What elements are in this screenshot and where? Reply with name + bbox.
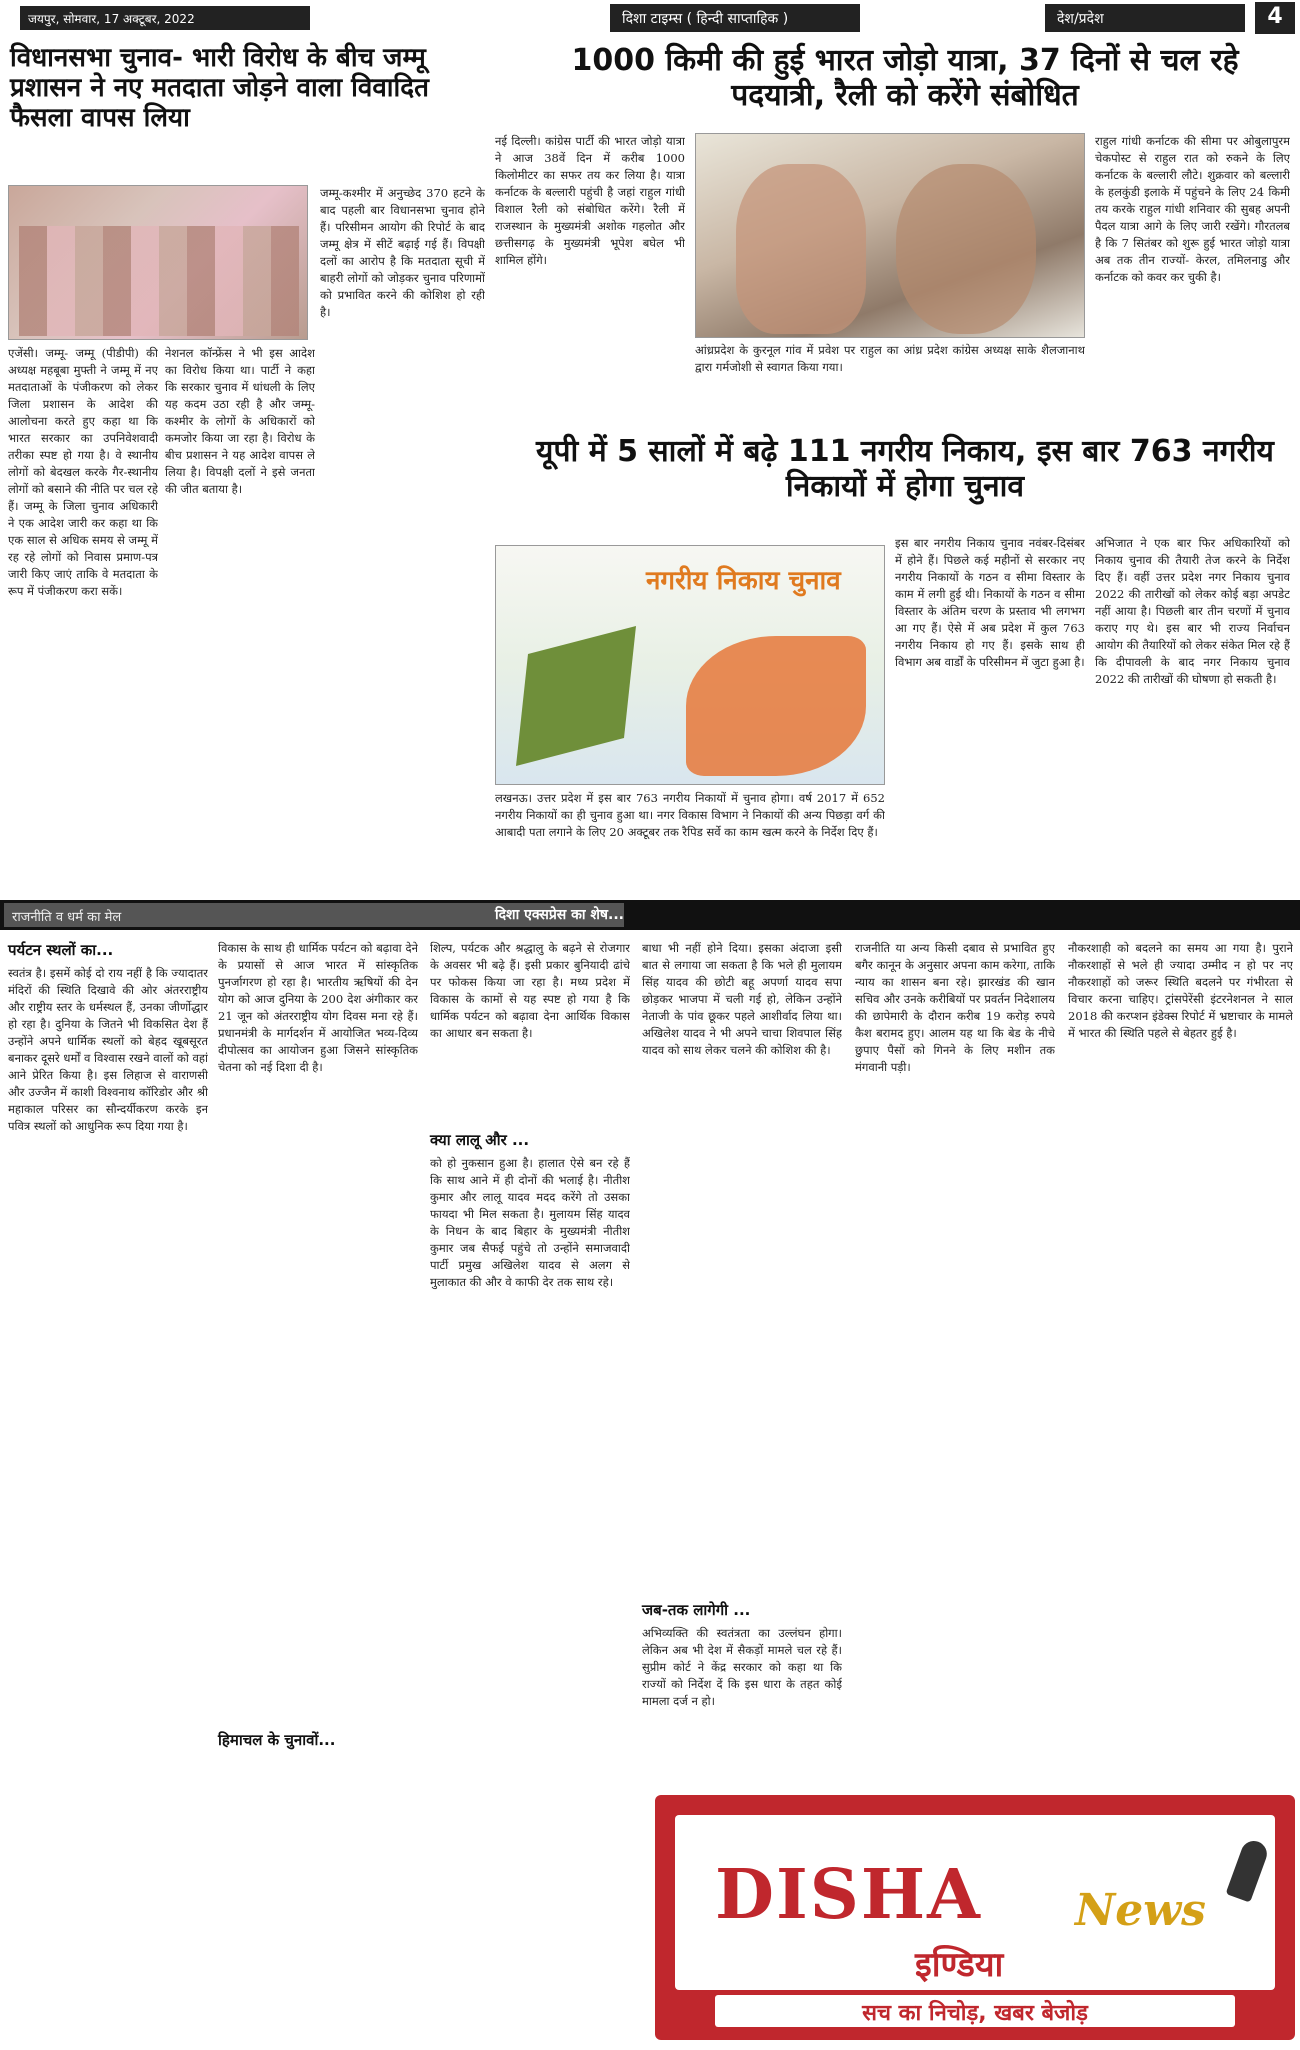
bottom-col4: बाधा भी नहीं होने दिया। इसका अंदाजा इसी बात से लगाया जा सकता है कि भले ही मुलायम सिंह यादव की छोटी बहू अपर्णा यादव सपा छोड़कर भाजपा में चली गई हो, लेकिन उन्होंने नेताजी के पांव छूकर पहले आशीर्वाद लिया था। अखिलेश यादव ने भी अपने चाचा शिवपाल सिंह यादव को साथ लेकर चलने की कोशिश की है। bbox=[642, 941, 842, 1058]
story1-col2: नेशनल कॉन्फ्रेंस ने भी इस आदेश का विरोध किया था। पार्टी ने कहा कि सरकार चुनाव में धांधली के लिए यह कदम उठा रही है और जम्मू-कश्मीर के लोगों के अधिकारों को कमजोर किया जा रहा है। विरोध के बीच प्रशासन ने यह आदेश वापस ले लिया है। विपक्षी दलों ने इसे जनता की जीत बताया है। bbox=[165, 346, 315, 497]
page-number: 4 bbox=[1255, 2, 1295, 34]
photo-label: नगरीय निकाय चुनाव bbox=[646, 566, 841, 596]
continued-banner bbox=[0, 900, 1300, 930]
bottom-col2-head: हिमाचल के चुनावों... bbox=[218, 1731, 336, 1749]
ballot-box-image bbox=[516, 626, 636, 766]
banner-mid-text: दिशा एक्सप्रेस का शेष... bbox=[495, 907, 624, 923]
hand-image bbox=[686, 636, 866, 776]
newspaper-name: दिशा टाइम्स ( हिन्दी साप्ताहिक ) bbox=[610, 4, 860, 32]
date-line: जयपुर, सोमवार, 17 अक्टूबर, 2022 bbox=[20, 6, 310, 30]
ad-india: इण्डिया bbox=[915, 1945, 1004, 1985]
girl-image bbox=[736, 164, 866, 334]
bottom-col5: राजनीति या अन्य किसी दबाव से प्रभावित हुए बगैर कानून के अनुसार अपना काम करेगा, ताकि न्याय का शासन बना रहे। झारखंड की खान सचिव और उनके करीबियों पर प्रवर्तन निदेशालय की छापेमारी के दौरान करीब 19 करोड़ रुपये कैश बरामद हुए। आलम यह था कि बेड के नीचे छुपाए पैसों को गिनने के लिए मशीन तक मंगवानी पड़ी। bbox=[855, 941, 1055, 1075]
story2-col1: नई दिल्ली। कांग्रेस पार्टी की भारत जोड़ो यात्रा ने आज 38वें दिन में करीब 1000 किलोमीटर का सफर तय कर लिया है। यात्रा कर्नाटक के बल्लारी पहुंची है जहां राहुल गांधी विशाल रैली को संबोधित करेंगे। रैली में राजस्थान के मुख्यमंत्री अशोक गहलोत और छत्तीसगढ़ के मुख्यमंत्री भूपेश बघेल भी शामिल होंगे। bbox=[495, 134, 685, 268]
story1-photo bbox=[8, 185, 308, 340]
section-name: देश/प्रदेश bbox=[1045, 4, 1245, 32]
story1-col3: जम्मू-कश्मीर में अनुच्छेद 370 हटने के बाद पहली बार विधानसभा चुनाव होने हैं। परिसीमन आयोग की रिपोर्ट के बाद जम्मू क्षेत्र में सीटें बढ़ाई गई हैं। विपक्षी दलों का आरोप है कि मतदाता सूची में बाहरी लोगों को जोड़कर चुनाव परिणामों को प्रभावित करने की कोशिश हो रही है। bbox=[320, 186, 485, 320]
bottom-col4b: अभिव्यक्ति की स्वतंत्रता का उल्लंघन होगा। लेकिन अब भी देश में सैकड़ों मामले चल रहे हैं। सुप्रीम कोर्ट ने केंद्र सरकार को कहा था कि राज्यों को निर्देश दें कि इस धारा के तहत कोई मामला दर्ज न हो। bbox=[642, 1626, 842, 1709]
story3-headline: यूपी में 5 सालों में बढ़े 111 नगरीय निकाय, इस बार 763 नगरीय निकायों में होगा चुनाव bbox=[536, 434, 1274, 504]
story1-col1: एजेंसी। जम्मू- जम्मू (पीडीपी) की अध्यक्ष महबूबा मुफ्ती ने जम्मू में नए मतदाताओं के पंजीकरण को लेकर जिला प्रशासन के आदेश की आलोचना करते हुए कहा था कि भारत सरकार का उपनिवेशवादी तरीका स्पष्ट हो गया है। वे स्थानीय लोगों को बेदखल करके गैर-स्थानीय लोगों को बसाने की नीति पर चल रहे हैं। जम्मू के जिला चुनाव अधिकारी ने एक आदेश जारी कर कहा था कि एक साल से अधिक समय से जम्मू में रह रहे लोगों को निवास प्रमाण-पत्र जारी किए जाएं ताकि वे मतदाता के रूप में पंजीकरण करा सकें। bbox=[8, 346, 158, 599]
rahul-image bbox=[896, 164, 1036, 334]
bottom-col4-head: जब-तक लागेगी ... bbox=[642, 1601, 751, 1619]
story3-col1: लखनऊ। उत्तर प्रदेश में इस बार 763 नगरीय निकायों में चुनाव होगा। वर्ष 2017 में 652 नगरीय निकायों का ही चुनाव हुआ था। नगर विकास विभाग ने निकायों की अन्य पिछड़ा वर्ग की आबादी पता लगाने के लिए 20 अक्टूबर तक रैपिड सर्वे का काम खत्म करने के निर्देश दिए हैं। bbox=[495, 791, 885, 840]
bottom-col2: विकास के साथ ही धार्मिक पर्यटन को बढ़ावा देने के प्रयासों से आज भारत में सांस्कृतिक पुनर्जागरण हो रहा है। भारतीय ऋषियों की देन योग को आज दुनिया के 200 देश अंगीकार कर 21 जून को अंतरराष्ट्रीय योग दिवस मना रहे हैं। प्रधानमंत्री के मार्गदर्शन में आयोजित भव्य-दिव्य दीपोत्सव का आयोजन हुआ जिसने सांस्कृतिक चेतना को नई दिशा दी है। bbox=[218, 941, 418, 1075]
ad-tagline: सच का निचोड़, खबर बेजोड़ bbox=[715, 1995, 1235, 2027]
story2-col2: राहुल गांधी कर्नाटक की सीमा पर ओबुलापुरम चेकपोस्ट से राहुल रात को रुकने के लिए कर्नाटक के बल्लारी लौटे। शुक्रवार को बल्लारी के हलकुंडी इलाके में पहुंचने के लिए 24 किमी तय करके राहुल गांधी शनिवार की सुबह अपनी पैदल यात्रा आगे के लिए जारी रखेंगे। गौरतलब है कि 7 सितंबर को शुरू हुई भारत जोड़ो यात्रा अब तक तीन राज्यों- केरल, तमिलनाडु और कर्नाटक को कवर कर चुकी है। bbox=[1095, 134, 1290, 285]
disha-news-ad bbox=[655, 1795, 1295, 2040]
ad-brand: DISHA bbox=[715, 1855, 982, 1935]
bottom-col6: नौकरशाही को बदलने का समय आ गया है। पुराने नौकरशाहों से भले ही ज्यादा उम्मीद न हो पर नए नौकरशाहों को जरूर स्थिति बदलने पर गंभीरता से विचार करना चाहिए। ट्रांसपेरेंसी इंटरनेशनल ने साल 2018 की करप्शन इंडेक्स रिपोर्ट में भ्रष्टाचार के मामले में भारत की स्थिति पहले से बेहतर हुई है। bbox=[1068, 941, 1293, 1041]
story2-headline: 1000 किमी की हुई भारत जोड़ो यात्रा, 37 दिनों से चल रहे पदयात्री, रैली को करेंगे संबोधित bbox=[571, 43, 1239, 113]
story1-headline: विधानसभा चुनाव- भारी विरोध के बीच जम्मू प्रशासन ने नए मतदाता जोड़ने वाला विवादित फैसला वापस लिया bbox=[10, 43, 429, 133]
bottom-col3b: को हो नुकसान हुआ है। हालात ऐसे बन रहे हैं कि साथ आने में ही दोनों की भलाई है। नीतीश कुमार और लालू यादव मदद करेंगे तो उसका फायदा भी मिल सकता है। मुलायम सिंह यादव के निधन के बाद बिहार के मुख्यमंत्री नीतीश कुमार जब सैफई पहुंचे तो उन्होंने समाजवादी पार्टी प्रमुख अखिलेश यादव से अलग से मुलाकात की और वे काफी देर तक साथ रहे। bbox=[430, 1156, 630, 1290]
story3-photo bbox=[495, 545, 885, 785]
ad-logo-panel bbox=[675, 1815, 1275, 1990]
banner-left-text: राजनीति व धर्म का मेल bbox=[4, 903, 624, 927]
masthead bbox=[0, 0, 1300, 40]
crowd-image bbox=[19, 226, 299, 336]
story2-photo bbox=[695, 133, 1085, 338]
story3-col3: अभिजात ने एक बार फिर अधिकारियों को निकाय चुनाव की तैयारी तेज करने के निर्देश दिए हैं। वहीं उत्तर प्रदेश नगर निकाय चुनाव 2022 की तारीखों को लेकर कोई बड़ा अपडेट नहीं आया है। पिछली बार तीन चरणों में चुनाव कराए गए थे। इस बार भी राज्य निर्वाचन आयोग की तैयारियों को लेकर संकेत मिल रहे हैं कि दीपावली के बाद नगर निकाय चुनाव 2022 की तारीखों की घोषणा हो सकती है। bbox=[1095, 536, 1290, 687]
ad-news: News bbox=[1075, 1885, 1206, 1936]
story2-caption: आंध्रप्रदेश के कुरनूल गांव में प्रवेश पर राहुल का आंध्र प्रदेश कांग्रेस अध्यक्ष साके शैलजानाथ द्वारा गर्मजोशी से स्वागत किया गया। bbox=[695, 343, 1085, 375]
bottom-col3-head: क्या लालू और ... bbox=[430, 1131, 530, 1149]
microphone-icon bbox=[1226, 1837, 1271, 1902]
bottom-col1: स्वतंत्र है। इसमें कोई दो राय नहीं है कि ज्यादातर मंदिरों की स्थिति दिखावे की ओर अंतरराष्ट्रीय और राष्ट्रीय स्तर के धर्मस्थल हैं, उनका जीर्णोद्धार हो रहा है। दुनिया के जितने भी विकसित देश हैं उन्होंने अपने धार्मिक स्थलों को बेहद खूबसूरत बनाकर दूसरे धर्मों व विश्वास रखने वालों को वहां आने प्रेरित किया है। इस लिहाज से वाराणसी और उज्जैन में काशी विश्वनाथ कॉरिडोर और श्री महाकाल परिसर का सौन्दर्यीकरण करके इन पवित्र स्थलों को आधुनिक रूप दिया गया है। bbox=[8, 966, 208, 1134]
bottom-col1-head: पर्यटन स्थलों का... bbox=[8, 941, 114, 959]
story3-col2: इस बार नगरीय निकाय चुनाव नवंबर-दिसंबर में होने हैं। पिछले कई महीनों से सरकार नए नगरीय निकायों के गठन व सीमा विस्तार के काम में लगी हुई थी। निकायों के गठन व सीमा विस्तार के अंतिम चरण के प्रस्ताव भी लगभग आ गए हैं। ऐसे में अब प्रदेश में कुल 763 नगरीय निकाय हो गए हैं। इसके साथ ही विभाग अब वार्डों के परिसीमन में जुटा हुआ है। bbox=[895, 536, 1085, 670]
bottom-col3: शिल्प, पर्यटक और श्रद्धालु के बढ़ने से रोजगार के अवसर भी बढ़े हैं। इसी प्रकार बुनियादी ढांचे पर फोकस किया जा रहा है। मध्य प्रदेश में विकास के कामों से यह स्पष्ट हो गया है कि धार्मिक पर्यटन को बढ़ावा देना आर्थिक विकास का आधार बन सकता है। bbox=[430, 941, 630, 1041]
